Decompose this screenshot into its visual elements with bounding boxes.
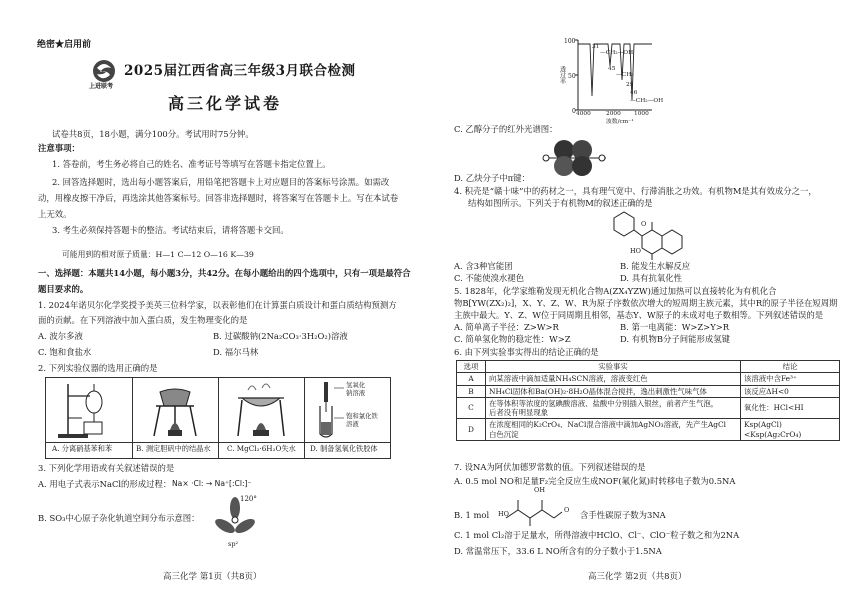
q5-option-d: D. 有机物B分子间能形成氢键 xyxy=(620,334,731,344)
secret-label: 绝密★启用前 xyxy=(37,40,92,50)
q6-row-c-fact-2: 后者没有明显现象 xyxy=(489,408,549,417)
atomic-masses: 可能用到的相对原子质量：H—1 C—12 O—16 K—39 xyxy=(62,250,254,259)
q3-option-a: A. 用电子式表示NaCl的形成过程： xyxy=(38,479,172,489)
q1-stem-a: 1. 2024年诺贝尔化学奖授予美英三位科学家，以表彰他们在计算蛋白质设计和蛋白质结构预测方 xyxy=(38,300,397,310)
q5-option-a: A. 简单离子半径：Z>W>R xyxy=(454,322,559,332)
sp2-angle-label: 120° xyxy=(240,495,257,503)
q2-caption-c: C. MgCl₂·6H₂O失水 xyxy=(227,444,296,453)
q4-stem-b: 结构如图所示。下列关于有机物M的叙述正确的是 xyxy=(468,198,653,208)
q3-option-b: B. SO₃中心原子杂化轨道空间分布示意图： xyxy=(38,513,200,523)
q6-row-a-option: A xyxy=(457,373,486,385)
q4-stem-a: 4. 积壳是“赣十味”中的药材之一，具有理气宽中、行滞消胀之功效。有机物M是其有效成分之一， xyxy=(454,186,817,196)
q6-row-d-fact-2: 白色沉淀 xyxy=(489,429,519,439)
q6-col-conclusion: 结论 xyxy=(741,361,840,373)
q6-col-fact: 实验事实 xyxy=(486,361,741,373)
q3-option-a-formula: Na× ·Cl: → Na⁺[:Cl:]⁻ xyxy=(172,479,252,488)
q7-option-c: C. 1 mol Cl₂溶于足量水，所得溶液中HClO、Cl⁻、ClO⁻粒子数之和为2NA xyxy=(454,530,740,540)
notes-heading: 注意事项： xyxy=(38,143,80,153)
q6-row-b-fact: NH₄Cl固体和Ba(OH)₂·8H₂O晶体混合搅拌，逸出刺激性气味气体 xyxy=(486,385,741,397)
page-1-footer: 高三化学 第1页（共8页） xyxy=(163,572,262,582)
ir-peak-2: 45 xyxy=(608,66,616,72)
glyceraldehyde-like-structure xyxy=(500,490,570,530)
q5-stem-b: 物B[YW(ZX₂)₂]，X、Y、Z、W、R为原子序数依次增大的短周期主族元素，其中R的原子半径在短周期 xyxy=(454,298,838,308)
ir-peak-label-3: —CH₂—OH xyxy=(630,98,664,104)
q2-figure xyxy=(45,377,391,459)
q2-apparatus-c xyxy=(218,378,304,442)
q2-label-naoh-2: 钠溶液 xyxy=(346,389,366,397)
q2-apparatus-a xyxy=(46,378,132,442)
q7-b-ho-label: HO xyxy=(498,510,509,518)
exam-title: 2025届江西省高三年级3月联合检测 xyxy=(124,63,356,79)
q6-row-b-conclusion: 该反应ΔH<0 xyxy=(741,385,840,397)
ir-peak-4: 46 xyxy=(630,90,638,96)
table-row xyxy=(457,373,840,385)
intro-summary: 试卷共8页，18小题，满分100分。考试用时75分钟。 xyxy=(52,129,254,139)
q6-table-header xyxy=(457,361,840,373)
page-2-footer: 高三化学 第2页（共8页） xyxy=(588,572,687,582)
q6-row-a-fact: 向某溶液中滴加适量NH₄SCN溶液，溶液变红色 xyxy=(486,373,741,385)
ir-peak-1: 31 xyxy=(592,44,600,50)
q6-row-d-fact: 在浓度相同的K₂CrO₄、NaCl混合溶液中滴加AgNO₃溶液，先产生AgCl xyxy=(489,420,727,430)
q1-option-b: B. 过碳酸钠(2Na₂CO₃·3H₂O₂)溶液 xyxy=(213,331,348,341)
logo xyxy=(88,58,120,90)
q6-row-a-conclusion: 该溶液中含Fe³⁺ xyxy=(741,373,840,385)
q6-row-d-conclusion: Ksp(AgCl)<Ksp(Ag₂CrO₄) xyxy=(741,419,840,441)
q5-option-b: B. 第一电离能：W>Z>Y>R xyxy=(620,322,730,332)
q4-option-d: D. 具有抗氧化性 xyxy=(620,273,682,283)
subject-title: 高三化学试卷 xyxy=(168,94,283,113)
table-row xyxy=(457,419,840,441)
q6-row-b-option: B xyxy=(457,385,486,397)
q3-option-d: D. 乙炔分子中π键： xyxy=(454,173,530,183)
note-2a: 2. 回答选择题时，选出每小题答案后，用铅笔把答题卡上对应题目的答案标号涂黑。如需改 xyxy=(52,177,390,187)
q6-row-c-fact: 在等体积等浓度的氢碘酸溶液、盐酸中分别插入银丝，前者产生气泡， xyxy=(489,398,719,408)
q6-row-c-conclusion: 氧化性：HCl<HI xyxy=(741,397,840,419)
note-2b: 动，用橡皮擦干净后，再选涂其他答案标号。回答非选择题时，将答案写在答题卡上。写在本试卷 xyxy=(38,193,399,203)
ir-x-tick-2: 1000 xyxy=(634,111,649,117)
ir-x-tick-0: 4000 xyxy=(576,111,591,117)
q1-option-a: A. 波尔多液 xyxy=(38,331,83,341)
ir-y-label: 透过率 xyxy=(558,66,566,84)
q2-apparatus-b xyxy=(132,378,218,442)
molecule-m-structure xyxy=(600,208,690,260)
q4-option-b: B. 能发生水解反应 xyxy=(620,261,691,271)
q6-table xyxy=(456,360,840,441)
q1-option-d: D. 福尔马林 xyxy=(213,347,259,357)
q3-option-c: C. 乙醇分子的红外光谱图： xyxy=(454,124,558,134)
note-3: 3. 考生必须保持答题卡的整洁。考试结束后，请将答题卡交回。 xyxy=(52,225,289,235)
sp2-label: sp² xyxy=(228,540,239,548)
q2-label-fecl3-2: 溶液 xyxy=(346,420,359,428)
ir-y-50: 50 xyxy=(568,73,576,80)
acetylene-pi-bond-model xyxy=(540,134,610,182)
table-row xyxy=(457,397,840,419)
ir-x-label: 波数/cm⁻¹ xyxy=(606,119,634,125)
q2-caption-a: A. 分离硝基苯和苯 xyxy=(52,444,113,453)
molecule-m-ho-label: HO xyxy=(630,247,641,255)
note-1: 1. 答卷前，考生务必将自己的姓名、准考证号等填写在答题卡指定位置上。 xyxy=(52,159,331,169)
ir-peak-3: 29 xyxy=(626,82,634,88)
section-1-heading-b: 题目要求的。 xyxy=(38,284,89,294)
q6-col-option: 选项 xyxy=(457,361,486,373)
ir-y-0: 0 xyxy=(572,108,576,115)
q6-row-d-option: D xyxy=(457,419,486,441)
q6-row-d-fact-cell xyxy=(486,419,741,441)
logo-text: 上进联考 xyxy=(89,83,114,90)
q7-stem: 7. 设NA为阿伏加德罗常数的值。下列叙述错误的是 xyxy=(454,462,646,472)
q5-option-c: C. 简单氢化物的稳定性：W>Z xyxy=(454,334,571,344)
q7-option-d: D. 常温常压下，33.6 L NO所含有的分子数小于1.5NA xyxy=(454,546,662,556)
q7-option-b-pre: B. 1 mol xyxy=(454,510,490,520)
table-row xyxy=(457,385,840,397)
ir-x-tick-1: 2000 xyxy=(606,111,621,117)
q2-caption-b: B. 测定胆矾中的结晶水 xyxy=(136,444,211,453)
q6-row-c-option: C xyxy=(457,397,486,419)
page-2 xyxy=(430,0,860,608)
q3-stem: 3. 下列化学用语或有关叙述错误的是 xyxy=(38,463,175,473)
note-2c: 上无效。 xyxy=(38,209,72,219)
q7-b-oh-label: OH xyxy=(534,486,545,494)
q6-row-c-fact-cell xyxy=(486,397,741,419)
q2-caption-d: D. 制备氢氧化铁胶体 xyxy=(310,444,378,453)
ir-peak-label-2: —CH₃ xyxy=(616,72,634,78)
ir-y-100: 100 xyxy=(564,38,576,45)
q7-b-o-label: O xyxy=(564,506,570,514)
q6-stem: 6. 由下列实验事实得出的结论正确的是 xyxy=(454,347,599,357)
q2-label-naoh: 氢氧化 xyxy=(346,381,366,389)
q5-stem-c: 主族中最大。Y、Z、W位于同周期且相邻，基态Y、W原子的未成对电子数相等。下列叙述错误的是 xyxy=(454,310,824,320)
section-1-heading-a: 一、选择题：本题共14小题，每小题3分，共42分。在每小题给出的四个选项中，只有一项是最符合 xyxy=(38,268,411,278)
q2-label-fecl3: 饱和氯化铁 xyxy=(346,412,378,420)
q4-option-a: A. 含3种官能团 xyxy=(454,261,513,271)
q7-option-b-post: 含手性碳原子数为3NA xyxy=(580,510,666,520)
q1-stem-b: 面的贡献。在下列溶液中加入蛋白质，发生物理变化的是 xyxy=(38,315,248,325)
q1-option-c: C. 饱和食盐水 xyxy=(38,347,92,357)
ir-peak-label-1: —CH₂—OH xyxy=(600,50,634,56)
q4-option-c: C. 不能使溴水褪色 xyxy=(454,273,525,283)
molecule-m-o-label: O xyxy=(641,220,647,228)
q2-stem: 2. 下列实验仪器的选用正确的是 xyxy=(38,363,158,373)
q5-stem-a: 5. 1828年，化学家维勒发现无机化合物A(ZX₄YZW)通过加热可以直接转化为有机化合 xyxy=(454,286,777,296)
q7-option-a: A. 0.5 mol NO和足量F₂完全反应生成NOF(氟化氮)时转移电子数为0.5NA xyxy=(454,476,736,486)
